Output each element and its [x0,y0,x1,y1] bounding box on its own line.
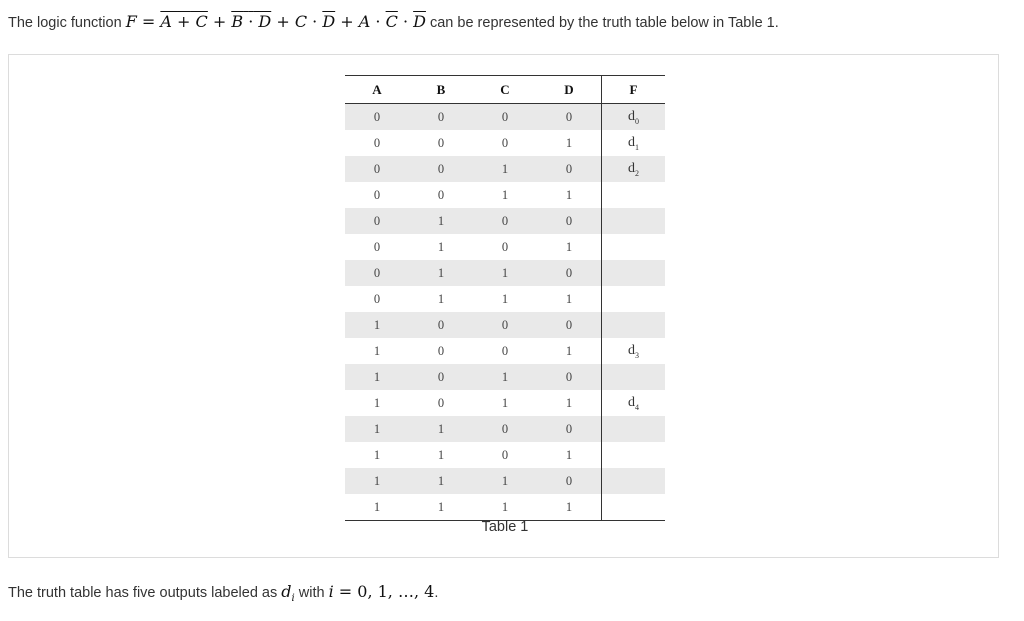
table-row [345,364,665,390]
table-panel [8,54,999,558]
cell-d: 1 [565,343,573,358]
table-row [345,260,665,286]
cell-d: 1 [565,447,573,462]
truth-table [345,75,665,521]
cell-d: 0 [537,104,602,131]
cell-c: 0 [501,447,509,462]
cell-b: 1 [437,447,445,462]
table-row [345,468,665,494]
table-row [345,156,665,182]
cell-a: 1 [373,395,381,410]
logic-function-formula: $F = A + C + B \cdot D + C \cdot \overline{D} + A \cdot \overline{C} \cdot \overline{D}$ [125,12,426,31]
cell-c: 0 [473,312,537,338]
cell-f [602,442,666,468]
cell-a: 0 [345,260,409,286]
cell-f [602,130,666,156]
cell-f [602,364,666,390]
cell-d: 0 [537,468,602,494]
cell-b: 1 [409,494,473,521]
cell-b: 1 [437,239,445,254]
cell-c: 0 [473,104,537,131]
index-range-formula: i = 0, 1, …, 4 [328,582,435,601]
cell-b: 1 [437,291,445,306]
cell-d: 1 [565,395,573,410]
cell-f [602,494,666,521]
cell-d: 1 [565,239,573,254]
table-row [345,234,665,260]
cell-d: 0 [537,312,602,338]
outro-text-end: . [434,585,439,601]
cell-c: 1 [473,156,537,182]
table-row [345,416,665,442]
cell-f [602,468,666,494]
cell-c: 1 [473,494,537,521]
cell-a: 0 [345,104,409,131]
cell-c: 1 [501,395,509,410]
cell-a: 1 [345,312,409,338]
cell-d: 0 [537,156,602,182]
f-output-index: 2 [635,168,639,178]
cell-b: 0 [437,343,445,358]
cell-b: 0 [437,395,445,410]
outro-paragraph [8,580,1008,611]
cell-a: 1 [345,468,409,494]
intro-paragraph [8,10,1008,35]
table-row [345,104,665,131]
cell-c: 0 [501,135,509,150]
cell-b: 1 [409,208,473,234]
f-output-symbol: d [628,160,635,176]
outro-text-before: The truth table has five outputs labeled as [8,585,278,601]
cell-a: 1 [373,343,381,358]
output-symbol: $d_i$ [281,582,295,605]
table-caption: Table 1 [481,519,529,535]
cell-a: 0 [373,291,381,306]
truth-table-header [345,76,665,104]
cell-d: 0 [537,260,602,286]
cell-a: 0 [345,208,409,234]
table-row [345,494,665,521]
table-row [345,208,665,234]
cell-d: 1 [537,494,602,521]
cell-d: 0 [537,416,602,442]
cell-c: 1 [473,468,537,494]
outro-text-mid: with [298,585,325,601]
f-output-index: 1 [635,142,639,152]
cell-f [602,104,666,131]
header-a: A [345,76,409,104]
intro-text-before: The logic function [8,15,122,31]
f-output-symbol: d [628,394,635,410]
cell-f [602,338,666,364]
cell-b: 0 [437,187,445,202]
table-row [345,182,665,208]
cell-c: 0 [501,239,509,254]
table-row [345,390,665,416]
cell-c: 1 [473,260,537,286]
cell-a: 0 [373,239,381,254]
f-output-symbol: d [628,108,635,124]
cell-f [602,390,666,416]
cell-a: 1 [345,416,409,442]
cell-f [602,156,666,182]
cell-a: 0 [373,135,381,150]
table-row [345,312,665,338]
cell-d: 0 [537,364,602,390]
cell-d: 0 [537,208,602,234]
cell-c: 0 [501,343,509,358]
cell-d: 1 [565,187,573,202]
cell-f [602,260,666,286]
cell-b: 0 [409,104,473,131]
cell-b: 0 [409,156,473,182]
cell-b: 0 [437,135,445,150]
f-output-index: 4 [635,402,639,412]
cell-a: 1 [345,494,409,521]
f-output-symbol: d [628,342,635,358]
table-row [345,286,665,312]
cell-c: 1 [501,187,509,202]
cell-a: 1 [345,364,409,390]
f-output-symbol: d [628,134,635,150]
cell-a: 0 [345,156,409,182]
cell-a: 0 [373,187,381,202]
truth-table-body [345,104,665,521]
cell-f [602,312,666,338]
f-output-index: 0 [635,116,639,126]
cell-b: 1 [409,260,473,286]
cell-c: 0 [473,208,537,234]
cell-f [602,416,666,442]
cell-a: 1 [373,447,381,462]
header-c: C [473,76,537,104]
table-row [345,442,665,468]
header-d: D [537,76,602,104]
cell-f [602,182,666,208]
cell-f [602,286,666,312]
cell-b: 0 [409,312,473,338]
cell-f [602,234,666,260]
cell-c: 1 [473,364,537,390]
cell-b: 1 [409,468,473,494]
table-row [345,130,665,156]
cell-b: 0 [409,364,473,390]
header-b: B [409,76,473,104]
cell-d: 1 [565,291,573,306]
cell-c: 0 [473,416,537,442]
cell-d: 1 [565,135,573,150]
cell-f [602,208,666,234]
intro-text-after: can be represented by the truth table below in Table 1. [429,15,779,31]
cell-b: 1 [409,416,473,442]
table-row [345,338,665,364]
header-f: F [602,76,666,104]
f-output-index: 3 [635,350,639,360]
cell-c: 1 [501,291,509,306]
